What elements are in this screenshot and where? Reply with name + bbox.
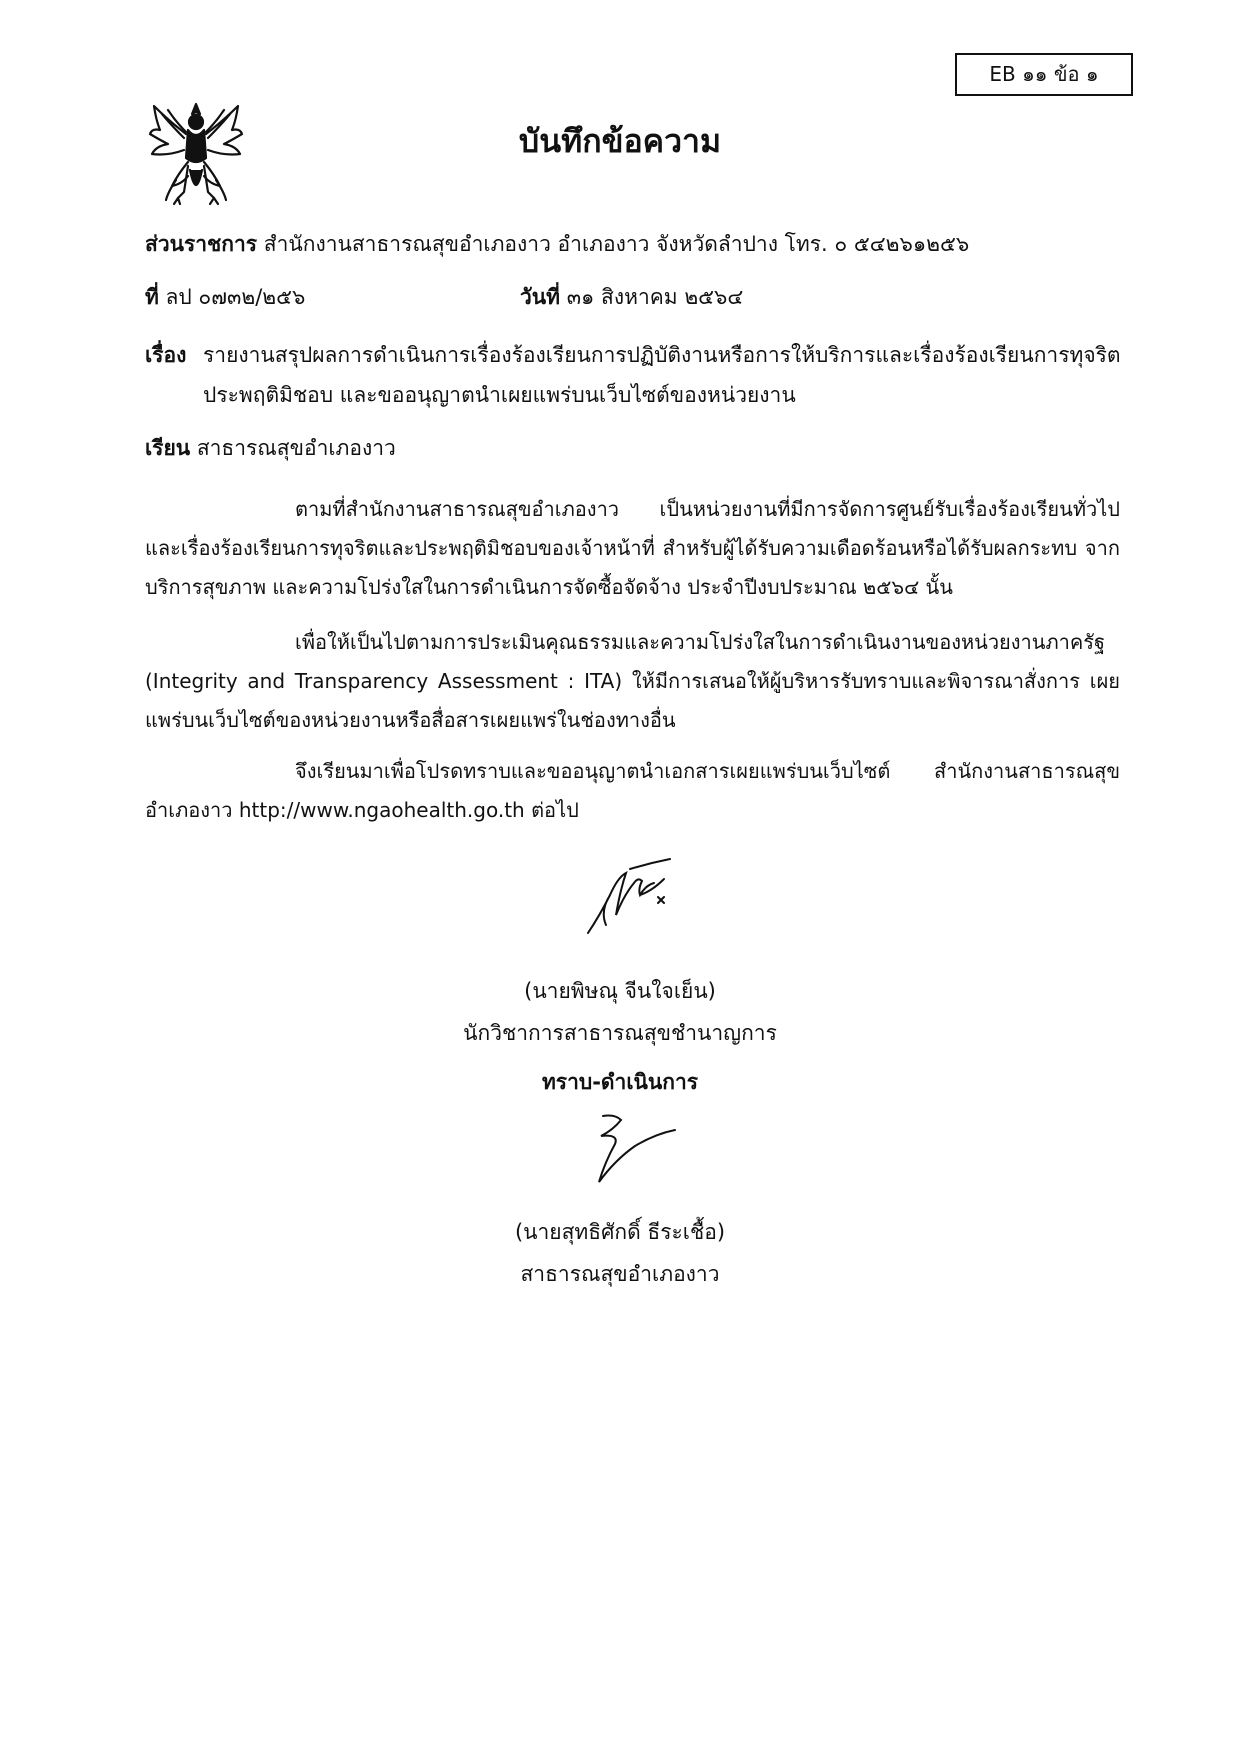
reference-number-line — [145, 281, 305, 314]
signer-1-name: (นายพิษณุ จีนใจเย็น) — [524, 979, 716, 1003]
body-paragraph-3 — [145, 752, 1120, 830]
recipient-value: สาธารณสุขอำเภองาว — [196, 436, 396, 460]
agency-label: ส่วนราชการ — [145, 232, 258, 256]
document-title: บันทึกข้อความ — [518, 122, 722, 160]
reference-code-box: EB ๑๑ ข้อ ๑ — [955, 53, 1133, 96]
signer-2-name: (นายสุทธิศักดิ์ ธีระเชื้อ) — [514, 1220, 726, 1244]
date-label: วันที่ — [520, 285, 560, 309]
reference-value: ลป ๐๗๓๒/๒๕๖ — [165, 285, 306, 309]
signature-1 — [580, 855, 690, 940]
body-paragraph-2-text: เพื่อให้เป็นไปตามการประเมินคุณธรรมและความโปร่งใสในการดำเนินงานของหน่วยงานภาครัฐ (Integrity and Transparency Assessment : ITA) ให้มีการเสนอให้ผู้บริหารรับทราบและพิจารณาสั่งการ เผยแพร่บนเว็บไซต์ของหน่วยงานหรือสื่อสารเผยแพร่ในช่องทางอื่น — [145, 630, 1120, 732]
body-paragraph-1 — [145, 490, 1120, 607]
subject-value: รายงานสรุปผลการดำเนินการเรื่องร้องเรียนการปฏิบัติงานหรือการให้บริการและเรื่องร้องเรียนการทุจริต ประพฤติมิชอบ และขออนุญาตนำเผยแพร่บนเว็บไซต์ของหน่วยงาน — [203, 343, 1121, 407]
subject-label: เรื่อง — [145, 343, 187, 367]
reference-label: ที่ — [145, 285, 159, 309]
date-line — [520, 281, 743, 314]
agency-line — [145, 228, 969, 261]
body-paragraph-2 — [145, 623, 1120, 740]
signature-2 — [585, 1108, 685, 1188]
body-paragraph-3-text: จึงเรียนมาเพื่อโปรดทราบและขออนุญาตนำเอกสารเผยแพร่บนเว็บไซต์ สำนักงานสาธารณสุข อำเภองาว http://www.ngaohealth.go.th ต่อไป — [145, 759, 1120, 822]
recipient-line — [145, 432, 396, 465]
agency-value: สำนักงานสาธารณสุขอำเภองาว อำเภองาว จังหวัดลำปาง โทร. ๐ ๕๔๒๖๑๒๕๖ — [263, 232, 970, 256]
approval-note: ทราบ-ดำเนินการ — [541, 1070, 699, 1094]
body-paragraph-1-text: ตามที่สำนักงานสาธารณสุขอำเภองาว เป็นหน่วยงานที่มีการจัดการศูนย์รับเรื่องร้องเรียนทั่วไป และเรื่องร้องเรียนการทุจริตและประพฤติมิชอบของเจ้าหน้าที่ สำหรับผู้ได้รับความเดือดร้อนหรือได้รับผลกระทบ จากบริการสุขภาพ และความโปร่งใสในการดำเนินการจัดซื้อจัดจ้าง ประจำปีงบประมาณ ๒๕๖๔ นั้น — [145, 497, 1120, 599]
signer-2-position: สาธารณสุขอำเภองาว — [520, 1262, 720, 1286]
subject-block — [145, 335, 1125, 415]
recipient-label: เรียน — [145, 436, 191, 460]
signer-1-position: นักวิชาการสาธารณสุขชำนาญการ — [463, 1021, 777, 1045]
date-value: ๓๑ สิงหาคม ๒๕๖๔ — [566, 285, 744, 309]
